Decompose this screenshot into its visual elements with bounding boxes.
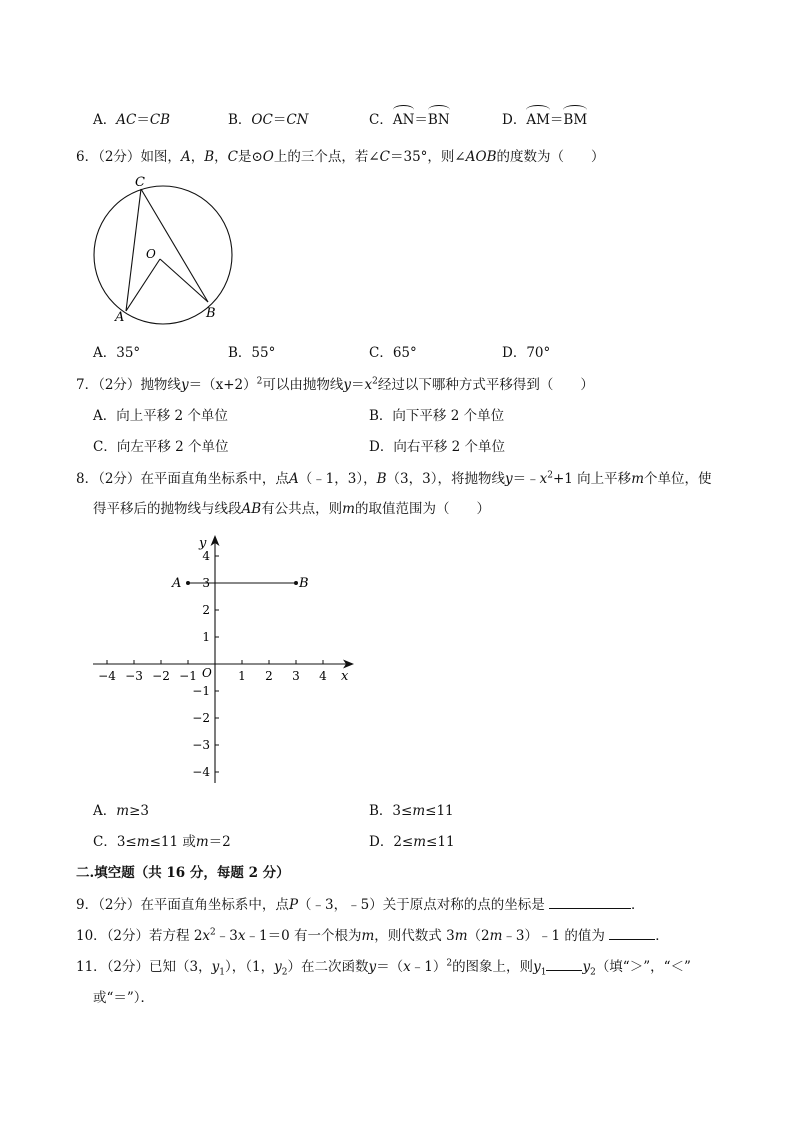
q5-option-b: B．OC＝CN [228,112,309,128]
y-axis-label: y [199,536,207,551]
y-tick-label: −2 [192,711,210,725]
y-tick-label: −3 [192,738,210,752]
q10-answer-blank[interactable] [609,927,655,940]
y-tick-label: 1 [202,630,210,644]
section-2-title: 二.填空题（共 16 分，每题 2 分） [76,865,290,881]
q5-option-d: D．AM＝BM [502,112,588,128]
q8-option-d: D．2≤m≤11 [369,834,455,850]
y-tick-label: −1 [192,684,210,698]
y-tick-label: 3 [202,576,210,590]
radius-ob [160,259,208,302]
x-tick-label: 3 [292,669,300,683]
point-a [186,581,190,585]
q5-option-c: C．AN＝BN [369,112,450,128]
x-tick-label: −4 [98,669,116,683]
q11-answer-blank[interactable] [546,958,582,971]
q5-option-a: A．AC＝CB [93,112,171,128]
question-7-stem: 7．（2分）抛物线$y=(x+2)^2$可以由抛物线$y=x^2$经过以下哪种方式平移得到（ ） [76,376,594,393]
chord-ca [126,189,141,311]
label-b: B [206,306,216,321]
question-8-stem-line1: 8．（2分）在平面直角坐标系中，点A（﹣1，3），B（3，3），将抛物线$y=﹣x^2+1$ 向上平移m个单位，使 [76,470,712,487]
q7-option-b: B．向下平移 2 个单位 [369,408,505,424]
x-tick-label: 1 [238,669,246,683]
x-tick-label: −2 [152,669,170,683]
q6-option-a: A．35° [93,345,141,361]
q7-option-c: C．向左平移 2 个单位 [93,439,229,455]
label-o: O [146,247,156,261]
q7-option-a: A．向上平移 2 个单位 [93,408,228,424]
q8-option-b: B．3≤m≤11 [369,803,454,819]
x-axis-label: x [341,669,349,684]
label-a: A [115,310,125,325]
question-8-stem-line2: 得平移后的抛物线与线段AB有公共点，则m的取值范围为（ ） [93,501,490,517]
x-tick-label: 2 [265,669,273,683]
point-b [294,581,298,585]
y-tick-label: 4 [202,549,210,563]
q6-option-c: C．65° [369,345,417,361]
question-10: 10．（2分）若方程 $2x^2﹣3x﹣1=0$ 有一个根为m，则代数式 3m（2m﹣3）﹣1 的值为 ． [76,927,669,944]
q9-answer-blank[interactable] [549,896,631,909]
coordinate-graph [88,530,363,788]
label-point-a: A [172,576,182,591]
question-6-stem: 6．（2分）如图，A，B，C是⊙O上的三个点，若∠C＝35°，则∠AOB的度数为（ ） [76,149,605,165]
origin-label: O [202,666,212,680]
y-tick-label: −4 [192,765,210,779]
circle-o [94,186,232,324]
question-11-line1: 11．（2分）已知（3，$y_1$），（1，$y_2$）在二次函数y＝（x﹣1）$^2$的图象上，则$y_1$ $y_2$（填“＞”，“＜” [76,958,691,978]
q7-option-d: D．向右平移 2 个单位 [369,439,505,455]
q6-option-d: D．70° [502,345,551,361]
q8-option-a: A．m≥3 [93,803,149,819]
y-tick-label: 2 [202,603,210,617]
label-point-b: B [299,576,309,591]
circle-figure [88,172,248,328]
label-c: C [135,175,145,190]
x-tick-label: 4 [319,669,327,683]
question-9: 9．（2分）在平面直角坐标系中，点P（﹣3，﹣5）关于原点对称的点的坐标是 ． [76,897,645,913]
x-tick-label: −3 [125,669,143,683]
chord-cb [141,189,208,302]
x-tick-label: −1 [179,669,197,683]
q6-option-b: B．55° [228,345,276,361]
q8-option-c: C．3≤m≤11 或m＝2 [93,834,231,850]
question-11-line2: 或“＝”）． [93,990,155,1006]
